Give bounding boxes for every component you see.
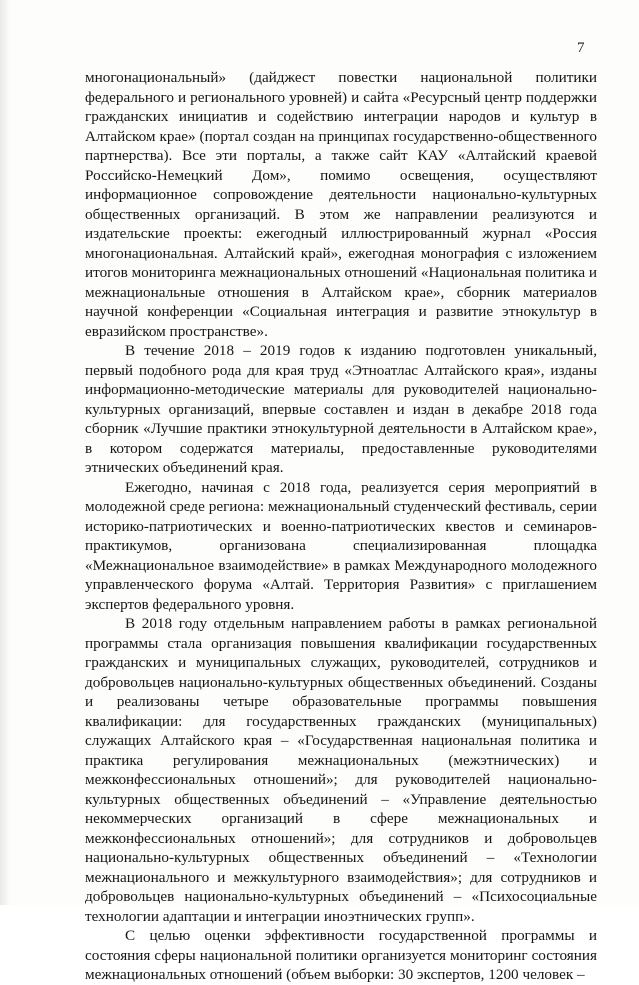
paragraph-3: Ежегодно, начиная с 2018 года, реализуется серия мероприятий в молодежной среде региона: межнациональный студенческий фестиваль, серии историко-патриотических и военно-патриотических квестов и семинаров-практикумов, организована специализированная площадка «Межнациональное взаимодействие» в рамках Международного молодежного управленческого форума «Алтай. Территория Развития» с приглашением экспертов федерального уровня. — [85, 478, 597, 613]
paragraph-5: С целью оценки эффективности государственной программы и состояния сферы национальной политики организуется мониторинг состояния межнациональных отношений (объем выборки: 30 экспертов, 1200 человек – — [85, 927, 597, 983]
paragraph-1: многонациональный» (дайджест повестки национальной политики федерального и регионального уровней) и сайта «Ресурсный центр поддержки гражданских инициатив и содействию интеграции народов и культур в Алтайском крае» (портал создан на принципах государственно-общественного партнерства). Все эти порталы, а также сайт КАУ «Алтайский краевой Российско-Немецкий Дом», помимо освещения, осуществляют информационное сопровождение деятельности национально-культурных общественных организаций. В этом же направлении реализуются и издательские проекты: ежегодный иллюстрированный журнал «Россия многонациональная. Алтайский край», ежегодная монография с изложением итогов мониторинга межнациональных отношений «Национальная политика и межнациональные отношения в Алтайском крае», сборник материалов научной конференции «Социальная интеграция и развитие этнокультур в евразийском пространстве». — [85, 69, 597, 340]
paragraph-2: В течение 2018 – 2019 годов к изданию подготовлен уникальный, первый подобного рода для края труд «Этноатлас Алтайского края», изданы информационно-методические материалы для руководителей национально-культурных организаций, впервые составлен и издан в декабре 2018 года сборник «Лучшие практики этнокультурной деятельности в Алтайском крае», в котором содержатся материалы, предоставленные руководителями этнических объединений края. — [85, 342, 597, 476]
page-edge-shadow — [0, 0, 10, 905]
page-number: 7 — [577, 40, 585, 56]
body-text — [85, 68, 597, 985]
paragraph-4: В 2018 году отдельным направлением работы в рамках региональной программы стала организация повышения квалификации государственных гражданских и муниципальных служащих, руководителей, сотрудников и добровольцев национально-культурных общественных объединений. Созданы и реализованы четыре образовательные программы повышения квалификации: для государственных гражданских (муниципальных) служащих Алтайского края – «Государственная национальная политика и практика регулирования межнациональных (межэтнических) и межконфессиональных отношений»; для руководителей национально-культурных общественных объединений – «Управление деятельностью некоммерческих организаций в сфере межнациональных и межконфессиональных отношений»; для сотрудников и добровольцев национально-культурных общественных объединений – «Технологии межнационального и межкультурного взаимодействия»; для сотрудников и добровольцев национально-культурных объединений – «Психосоциальные технологии адаптации и интеграции иноэтнических групп». — [85, 615, 597, 925]
